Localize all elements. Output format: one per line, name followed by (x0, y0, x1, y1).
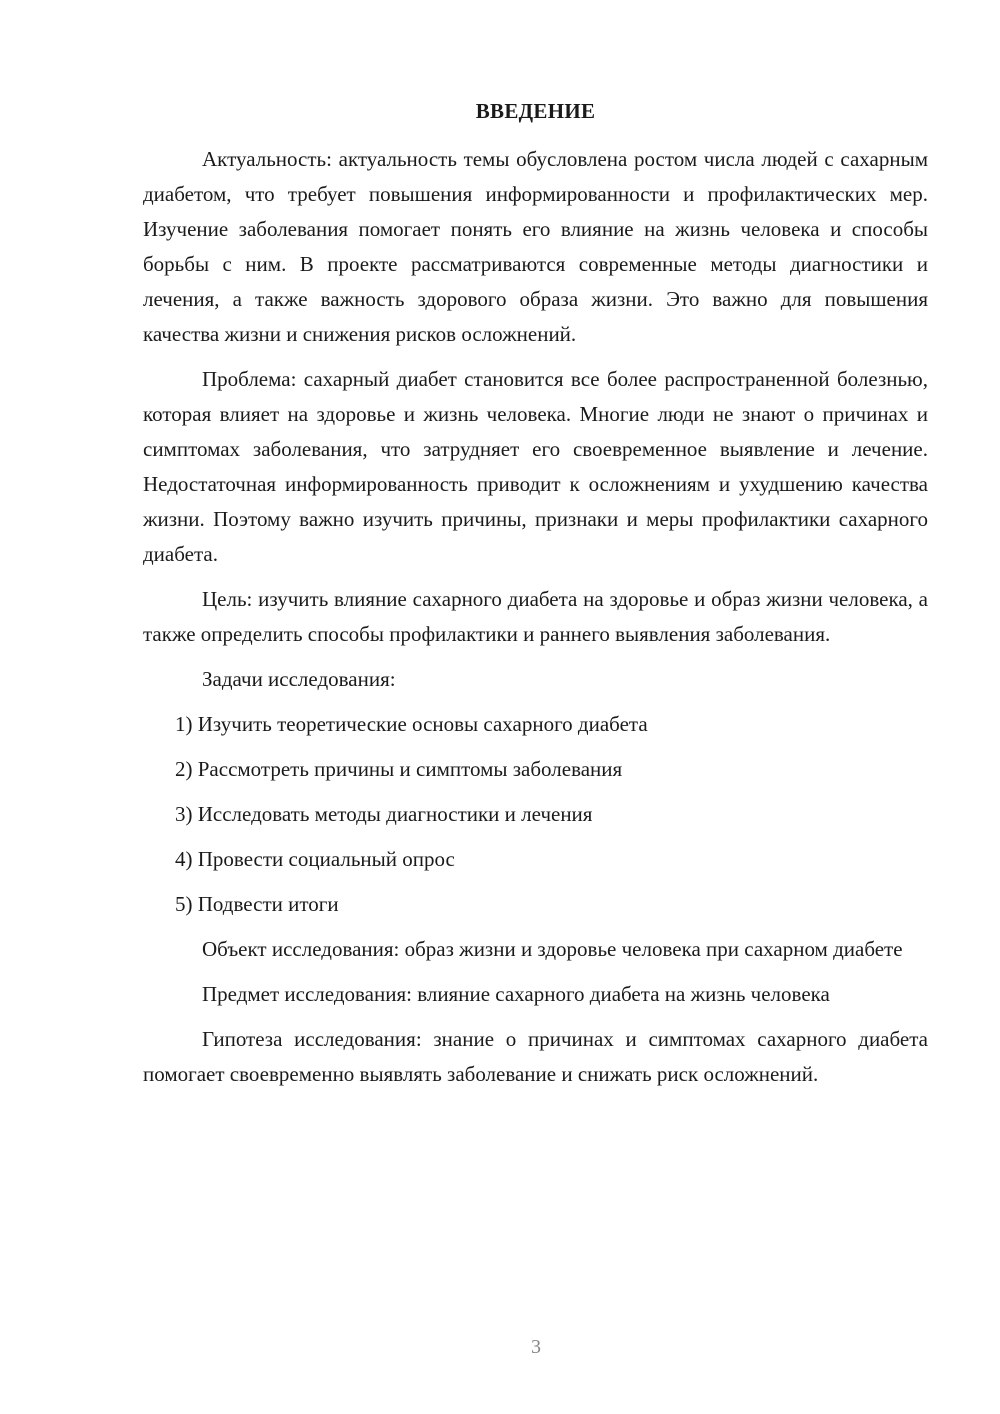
list-item: 1) Изучить теоретические основы сахарного диабета (175, 712, 648, 736)
paragraph-relevance: Актуальность: актуальность темы обусловлена ростом числа людей с сахарным диабетом, что требует повышения информированности и профилактических мер. Изучение заболевания помогает понять его влияние на жизнь человека и способы борьбы с ним. В проекте рассматриваются современные методы диагностики и лечения, а также важность здорового образа жизни. Это важно для повышения качества жизни и снижения рисков осложнений. (143, 147, 928, 346)
page-title: ВВЕДЕНИЕ (475, 99, 596, 123)
paragraph-subject: Предмет исследования: влияние сахарного диабета на жизнь человека (202, 982, 830, 1006)
list-item: 3) Исследовать методы диагностики и лечения (175, 802, 593, 826)
list-item: 5) Подвести итоги (175, 892, 339, 916)
list-item: 2) Рассмотреть причины и симптомы заболевания (175, 757, 623, 781)
page-number: 3 (531, 1336, 541, 1358)
paragraph-hypothesis: Гипотеза исследования: знание о причинах и симптомах сахарного диабета помогает своевременно выявлять заболевание и снижать риск осложнений. (143, 1027, 928, 1086)
document-body (143, 142, 928, 1102)
paragraph-goal: Цель: изучить влияние сахарного диабета на здоровье и образ жизни человека, а также определить способы профилактики и раннего выявления заболевания. (143, 587, 928, 646)
list-item: 4) Провести социальный опрос (175, 847, 455, 871)
paragraph-problem: Проблема: сахарный диабет становится все более распространенной болезнью, которая влияет на здоровье и жизнь человека. Многие люди не знают о причинах и симптомах заболевания, что затрудняет его своевременное выявление и лечение. Недостаточная информированность приводит к осложнениям и ухудшению качества жизни. Поэтому важно изучить причины, признаки и меры профилактики сахарного диабета. (143, 367, 928, 566)
tasks-heading: Задачи исследования: (202, 667, 396, 691)
paragraph-object: Объект исследования: образ жизни и здоровье человека при сахарном диабете (202, 937, 903, 961)
tasks-list (143, 707, 928, 922)
